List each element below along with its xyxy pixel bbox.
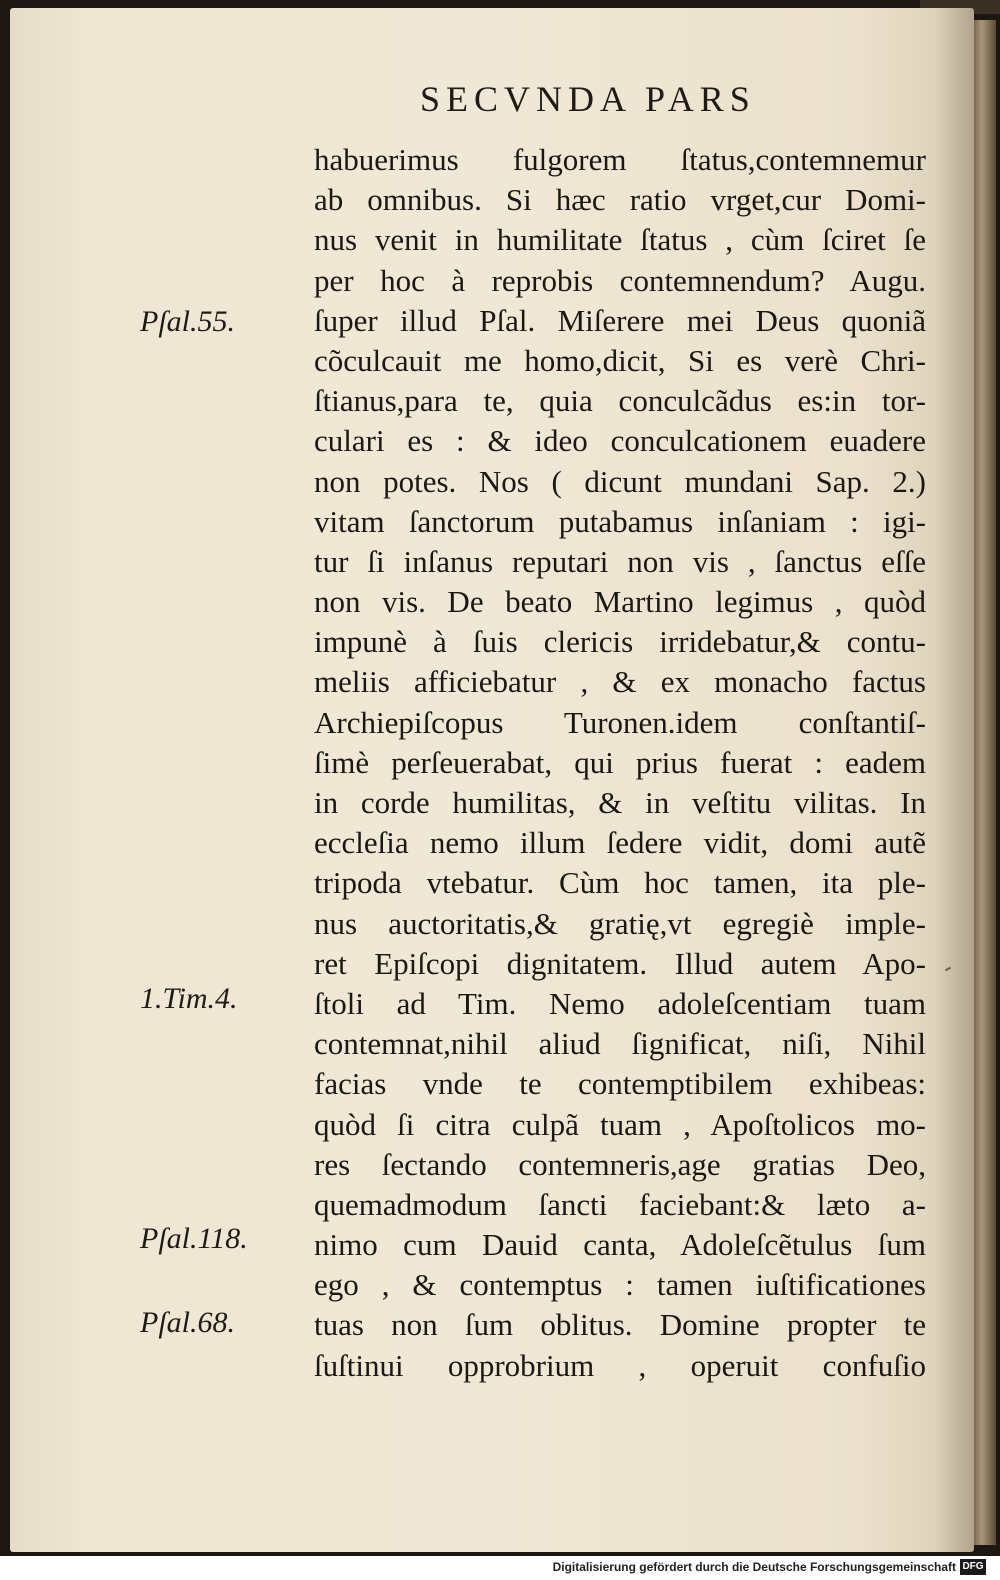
- text-line: eccleſia nemo illum ſedere vidit, domi autẽ: [314, 825, 926, 861]
- text-line: facias vnde te contemptibilem exhibeas:: [314, 1066, 926, 1102]
- text-line: quòd ſi citra culpã tuam , Apoſtolicos mo-: [314, 1106, 926, 1142]
- text-line: cõculcauit me homo,dicit, Si es verè Chri-: [314, 342, 926, 378]
- text-line: non vis. De beato Martino legimus , quòd: [314, 584, 926, 620]
- text-line: tur ſi inſanus reputari non vis , ſanctus eſſe: [314, 543, 926, 579]
- text-line: tripoda vtebatur. Cùm hoc tamen, ita ple-: [314, 865, 926, 901]
- marginal-note: Pſal.55.: [140, 305, 235, 338]
- text-line: impunè à ſuis clericis irridebatur,& contu-: [314, 624, 926, 660]
- text-line: ſimè perſeuerabat, qui prius fuerat : eadem: [314, 744, 926, 780]
- running-head: SECVNDA PARS: [420, 79, 756, 119]
- text-line: vitam ſanctorum putabamus inſaniam : igi-: [314, 503, 926, 539]
- digitization-footer: [0, 1556, 1000, 1580]
- text-line: nus venit in humilitate ſtatus , cùm ſciret ſe: [314, 222, 926, 258]
- text-line: ſtoli ad Tim. Nemo adoleſcentiam tuam: [314, 985, 926, 1021]
- text-line: ret Epiſcopi dignitatem. Illud autem Apo-: [314, 945, 926, 981]
- text-line: in corde humilitas, & in veſtitu vilitas. In: [314, 785, 926, 820]
- text-line: habuerimus fulgorem ſtatus,contemnemur: [314, 142, 926, 177]
- marginal-note: Pſal.118.: [140, 1222, 248, 1255]
- text-line: quemadmodum ſancti faciebant:& læto a-: [314, 1186, 926, 1222]
- funding-credit: Digitalisierung gefördert durch die Deutsche Forschungsgemeinschaft: [552, 1560, 956, 1574]
- dfg-logo[interactable]: DFG: [960, 1559, 986, 1575]
- text-line: ſuſtinui opprobrium , operuit confuſio: [314, 1347, 926, 1383]
- text-line: res ſectando contemneris,age gratias Deo,: [314, 1146, 926, 1182]
- marginal-note: Pſal.68.: [140, 1306, 235, 1339]
- text-line: culari es : & ideo conculcationem euadere: [314, 423, 926, 459]
- text-line: nus auctoritatis,& gratię,vt egregiè imple-: [314, 905, 926, 941]
- marginal-note: 1.Tim.4.: [140, 982, 238, 1015]
- body-text: [314, 140, 926, 1386]
- text-line: contemnat,nihil aliud ſignificat, niſi, Nihil: [314, 1026, 926, 1062]
- text-line: ſuper illud Pſal. Miſerere mei Deus quoniã: [314, 302, 926, 338]
- text-line: non potes. Nos ( dicunt mundani Sap. 2.): [314, 463, 926, 499]
- text-line: Archiepiſcopus Turonen.idem conſtantiſ-: [314, 704, 926, 740]
- text-line: ſtianus,para te, quia conculcãdus es:in tor-: [314, 383, 926, 419]
- text-line: meliis afficiebatur , & ex monacho factus: [314, 664, 926, 700]
- text-line: per hoc à reprobis contemnendum? Augu.: [314, 262, 926, 298]
- text-line: nimo cum Dauid canta, Adoleſcẽtulus ſum: [314, 1227, 926, 1263]
- text-line: ego , & contemptus : tamen iuſtificationes: [314, 1267, 926, 1303]
- text-line: ab omnibus. Si hæc ratio vrget,cur Domi-: [314, 182, 926, 218]
- gutter-shadow: [934, 8, 974, 1552]
- text-line: tuas non ſum oblitus. Domine propter te: [314, 1307, 926, 1343]
- book-edge-right: [972, 20, 996, 1545]
